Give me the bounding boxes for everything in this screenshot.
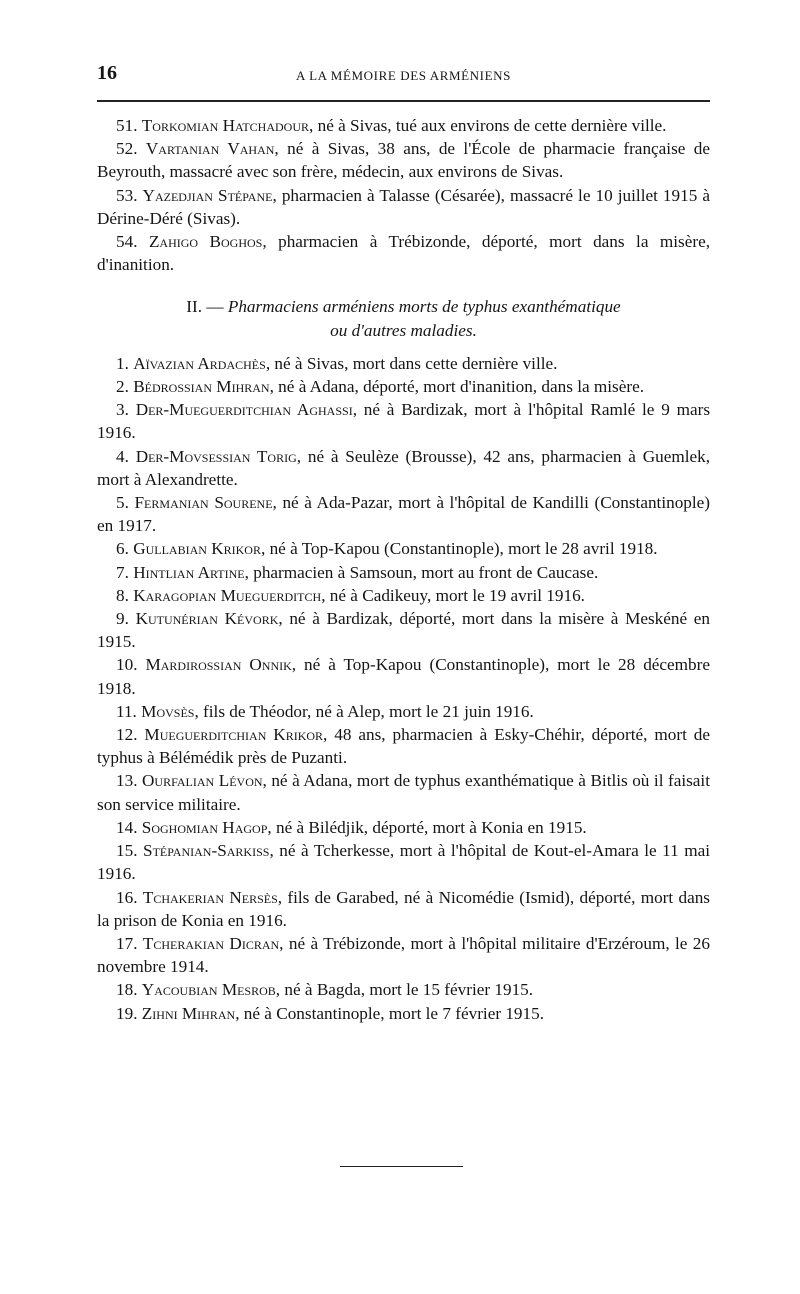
entry-text: , né à Cadikeuy, mort le 19 avril 1916. [321, 585, 585, 605]
list-item [97, 445, 710, 491]
entry-text: , né à Sivas, tué aux environs de cette dernière ville. [309, 116, 667, 135]
entry-number: 17. [116, 933, 138, 953]
entry-name: Vartanian Vahan [145, 139, 275, 159]
entry-text: , né à Tcherkesse, mort à l'hôpital de Kout-el-Amara le 11 mai 1916. [97, 841, 711, 884]
entry-text: , né à Bagda, mort le 15 février 1915. [275, 980, 534, 1000]
entry-text: , fils de Théodor, né à Alep, mort le 21 juin 1916. [194, 701, 534, 721]
entry-number: 53. [116, 185, 138, 205]
list-item [97, 978, 710, 1001]
entry-number: 3. [116, 400, 129, 420]
entry-number: 7. [116, 562, 129, 582]
entry-number: 13. [116, 771, 138, 791]
entry-name: Movsès [141, 701, 195, 721]
entry-text: , né à Adana, mort de typhus exanthématique à Bitlis où il faisait son service militaire. [97, 771, 710, 814]
entry-text: , pharmacien à Trébizonde, déporté, mort dans la misère, d'inanition. [97, 232, 711, 275]
section-title-line2: ou d'autres maladies. [330, 320, 477, 340]
entry-text: , né à Bilédjik, déporté, mort à Konia en 1915. [267, 817, 587, 837]
page-number: 16 [97, 62, 117, 84]
list-item [97, 700, 710, 723]
entry-text: , né à Constantinople, mort le 7 février 1915. [235, 1003, 545, 1023]
entry-name: Aïvazian Ardachès [133, 353, 266, 373]
entry-text: , né à Top-Kapou (Constantinople), mort le 28 avril 1918. [260, 539, 658, 559]
entry-number: 6. [116, 539, 129, 559]
entry-name: Fermanian Sourene [134, 493, 273, 513]
header-rule [97, 100, 710, 102]
list-item [97, 537, 710, 560]
entry-name: Tchakerian Nersès [142, 887, 278, 907]
list-item [97, 491, 710, 537]
page-header [97, 62, 710, 92]
list-item [97, 839, 710, 885]
list-item [97, 398, 710, 444]
entry-name: Kutunérian Kévork [135, 609, 279, 629]
list-item [97, 184, 710, 230]
book-page [97, 62, 711, 1023]
list-item [97, 886, 710, 932]
entry-text: , né à Seulèze (Brousse), 42 ans, pharmacien à Guemlek, mort à Alexandrette. [97, 446, 711, 489]
entry-name: Der-Movsessian Torig [135, 446, 297, 466]
entry-number: 8. [116, 585, 129, 605]
entry-number: 1. [116, 353, 129, 373]
entry-number: 12. [116, 725, 138, 745]
entry-text: , né à Top-Kapou (Constantinople), mort le 28 décembre 1918. [97, 655, 710, 698]
list-item [97, 375, 710, 398]
list-item [97, 137, 710, 183]
entry-name: Zahigo Boghos [148, 232, 263, 252]
entry-number: 11. [116, 701, 137, 721]
list-item [97, 584, 710, 607]
entry-text: , né à Trébizonde, mort à l'hôpital militaire d'Erzéroum, le 26 novembre 1914. [97, 933, 710, 977]
entry-name: Der-Mueguerditchian Aghassi [135, 400, 353, 420]
entry-name: Yazedjian Stépane [142, 185, 273, 205]
entry-text: , né à Sivas, 38 ans, de l'École de pharmacie française de Beyrouth, massacré avec son frère, médecin, aux environs de Sivas. [97, 139, 710, 182]
section-label: II. — [186, 297, 228, 317]
list-item [97, 653, 710, 699]
entry-number: 10. [116, 655, 138, 675]
list-item [97, 230, 710, 276]
running-title: A LA MÉMOIRE DES ARMÉNIENS [296, 68, 511, 83]
entry-name: Tcherakian Dicran [142, 933, 280, 953]
entry-number: 2. [116, 377, 129, 397]
entry-name: Ourfalian Lévon [142, 771, 263, 791]
entry-name: Gullabian Krikor [133, 539, 261, 559]
entry-number: 51. [116, 116, 138, 135]
entry-number: 9. [116, 609, 129, 629]
list-item [97, 114, 710, 137]
entry-text: , pharmacien à Talasse (Césarée), massacré le 10 juillet 1915 à Dérine-Déré (Sivas). [97, 185, 710, 228]
entry-number: 15. [116, 841, 138, 861]
entry-number: 19. [116, 1003, 138, 1023]
entry-number: 52. [116, 139, 138, 159]
entry-number: 5. [116, 493, 129, 513]
list-item [97, 1002, 710, 1025]
entry-text: , 48 ans, pharmacien à Esky-Chéhir, déporté, mort de typhus à Bélémédik près de Puzanti. [97, 725, 710, 768]
entry-text: , pharmacien à Samsoun, mort au front de Caucase. [244, 562, 599, 582]
list-item [97, 932, 710, 978]
section-heading [97, 295, 710, 341]
entry-name: Torkomian Hatchadour [141, 116, 309, 135]
entry-name: Zihni Mihran [141, 1003, 236, 1023]
entry-number: 54. [116, 232, 138, 252]
entry-name: Stépanian-Sarkiss [143, 841, 270, 861]
bottom-rule [340, 1166, 463, 1167]
entry-text: , né à Adana, déporté, mort d'inanition, dans la misère. [269, 377, 645, 397]
page-body [97, 114, 710, 1025]
section-title-line1: Pharmaciens arméniens morts de typhus exanthématique [227, 297, 621, 317]
list-item [97, 352, 710, 375]
entry-name: Karagopian Mueguerditch [133, 585, 322, 605]
list-item [97, 607, 710, 653]
entry-number: 16. [116, 887, 138, 907]
entry-text: , né à Sivas, mort dans cette dernière ville. [265, 353, 558, 373]
entry-name: Mueguerditchian Krikor [144, 725, 324, 745]
entry-number: 14. [116, 817, 138, 837]
entry-name: Hintlian Artine [133, 562, 245, 582]
entry-number: 4. [116, 446, 129, 466]
entry-name: Mardirossian Onnik [145, 655, 292, 675]
entry-text: , né à Ada-Pazar, mort à l'hôpital de Kandilli (Constantinople) en 1917. [97, 493, 711, 536]
entry-text: , né à Bardizak, déporté, mort dans la misère à Meskéné en 1915. [97, 609, 711, 652]
list-deceased-pharmacists [97, 352, 710, 1025]
entry-name: Bédrossian Mihran [133, 377, 270, 397]
list-murdered-pharmacists [97, 114, 710, 276]
entry-number: 18. [116, 980, 138, 1000]
list-item [97, 816, 710, 839]
entry-name: Yacoubian Mesrob [141, 980, 276, 1000]
entry-text: , né à Bardizak, mort à l'hôpital Ramlé le 9 mars 1916. [97, 400, 711, 443]
list-item [97, 723, 710, 769]
list-item [97, 769, 710, 815]
entry-name: Soghomian Hagop [141, 817, 268, 837]
list-item [97, 561, 710, 584]
entry-text: , fils de Garabed, né à Nicomédie (Ismid), déporté, mort dans la prison de Konia en 1916. [97, 887, 710, 930]
